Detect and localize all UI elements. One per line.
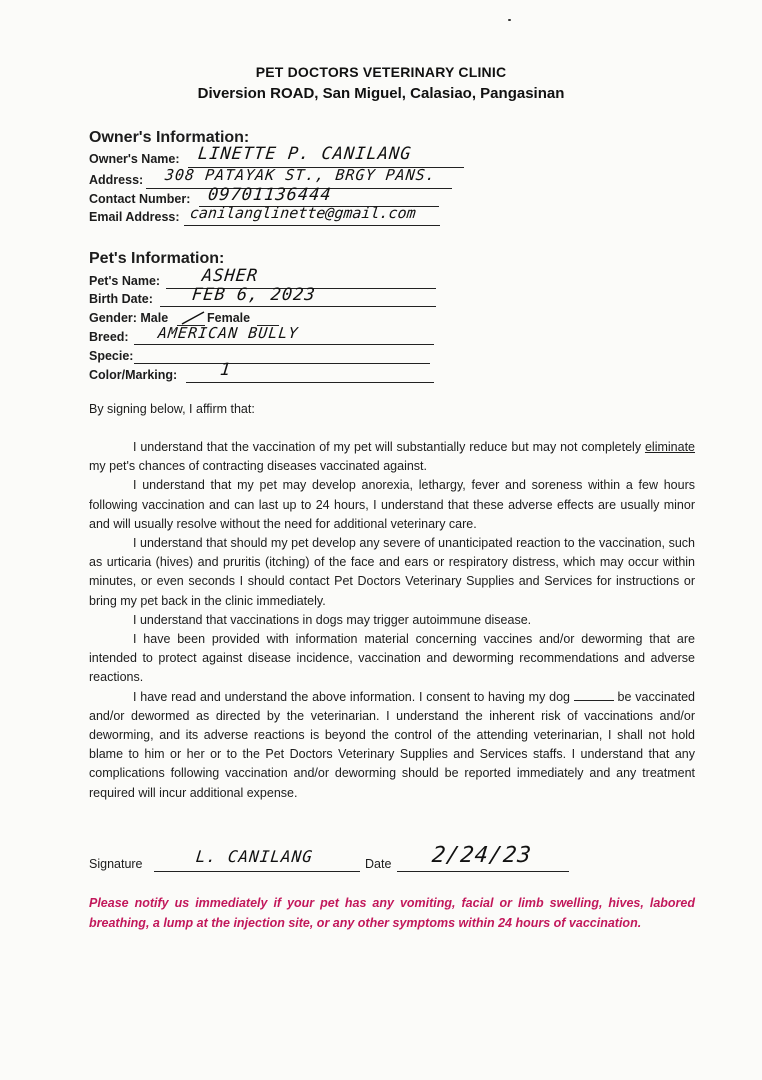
paragraph-6: I have read and understand the above information. I consent to having my dog be vaccinated and/or dewormed as directed by the veterinarian. I understand the inherent risk of vaccinations and/or deworming, and its adverse reactions is beyond the control of the attending veterinarian, I shall not hold blame to him or her or to the Pet Doctors Veterinary Supplies and Services staffs. I understand that any complications following vaccination and/or deworming should be reported immediately and any treatment required will incur additional expense. bbox=[89, 689, 695, 800]
date-label: Date bbox=[365, 857, 392, 871]
paragraph-4: I understand that vaccinations in dogs may trigger autoimmune disease. bbox=[133, 612, 532, 627]
gender-male-label: Gender: Male bbox=[89, 311, 169, 325]
affirm-statement: By signing below, I affirm that: bbox=[89, 402, 255, 416]
gender-female-label: Female bbox=[207, 311, 251, 325]
email-line bbox=[184, 225, 440, 226]
dog-name-blank[interactable] bbox=[574, 690, 614, 701]
pet-name-value[interactable]: ASHER bbox=[200, 266, 260, 286]
color-marking-line bbox=[186, 382, 434, 383]
breed-value[interactable]: AMERICAN BULLY bbox=[157, 324, 300, 342]
notice-text: Please notify us immediately if your pet has any vomiting, facial or limb swelling, hives, labored breathing, a lump at the injection site, or any other symptoms within 24 hours of vaccination. bbox=[89, 896, 695, 930]
consent-text bbox=[89, 438, 695, 803]
paragraph-2: I understand that my pet may develop anorexia, lethargy, fever and soreness within a few hours following vaccination and can last up to 24 hours, I understand that these adverse effects are usually minor and will usually resolve without the need for additional veterinary care. bbox=[89, 478, 695, 531]
pet-name-label: Pet's Name: bbox=[89, 274, 161, 288]
owner-section-title: Owner's Information: bbox=[89, 129, 250, 146]
specie-label: Specie: bbox=[89, 349, 134, 363]
contact-number-value[interactable]: 09701136444 bbox=[206, 185, 333, 205]
color-marking-value[interactable]: 1 bbox=[218, 360, 233, 380]
email-value[interactable]: canilanglinette@gmail.com bbox=[189, 204, 417, 222]
color-marking-label: Color/Marking: bbox=[89, 368, 178, 382]
owner-name-label: Owner's Name: bbox=[89, 152, 180, 166]
signature-line bbox=[154, 871, 360, 872]
email-label: Email Address: bbox=[89, 210, 180, 224]
paragraph-1: I understand that the vaccination of my pet will substantially reduce but may not completely eliminate my pet's chances of contracting diseases vaccinated against. bbox=[89, 440, 695, 474]
birth-date-line bbox=[160, 306, 436, 307]
signature-value[interactable]: L. CANILANG bbox=[195, 847, 314, 866]
contact-number-label: Contact Number: bbox=[89, 192, 191, 206]
scan-speck bbox=[508, 19, 511, 21]
signature-label: Signature bbox=[89, 857, 143, 871]
breed-line bbox=[134, 344, 434, 345]
birth-date-label: Birth Date: bbox=[89, 292, 153, 306]
paragraph-5: I have been provided with information material concerning vaccines and/or deworming that are intended to protect against disease incidence, vaccination and deworming recommendations and adverse reactions. bbox=[89, 632, 695, 685]
breed-label: Breed: bbox=[89, 330, 129, 344]
owner-name-value[interactable]: LINETTE P. CANILANG bbox=[196, 144, 413, 164]
specie-line bbox=[134, 363, 430, 364]
date-value[interactable]: 2/24/23 bbox=[430, 843, 534, 868]
clinic-name: PET DOCTORS VETERINARY CLINIC bbox=[255, 64, 507, 80]
address-value[interactable]: 308 PATAYAK ST., BRGY PANS. bbox=[164, 166, 437, 184]
date-line bbox=[397, 871, 569, 872]
clinic-address: Diversion ROAD, San Miguel, Calasiao, Pangasinan bbox=[197, 85, 565, 102]
address-label: Address: bbox=[89, 173, 144, 187]
birth-date-value[interactable]: FEB 6, 2023 bbox=[190, 285, 317, 305]
paragraph-3: I understand that should my pet develop any severe of unanticipated reaction to the vaccination, such as urticaria (hives) and pruritis (itching) of the face and ears or respiratory distress, which may occur within minutes, or even seconds I should contact Pet Doctors Veterinary Supplies and Services for instructions or bring my pet back in the clinic immediately. bbox=[89, 536, 695, 608]
pet-section-title: Pet's Information: bbox=[89, 250, 225, 267]
